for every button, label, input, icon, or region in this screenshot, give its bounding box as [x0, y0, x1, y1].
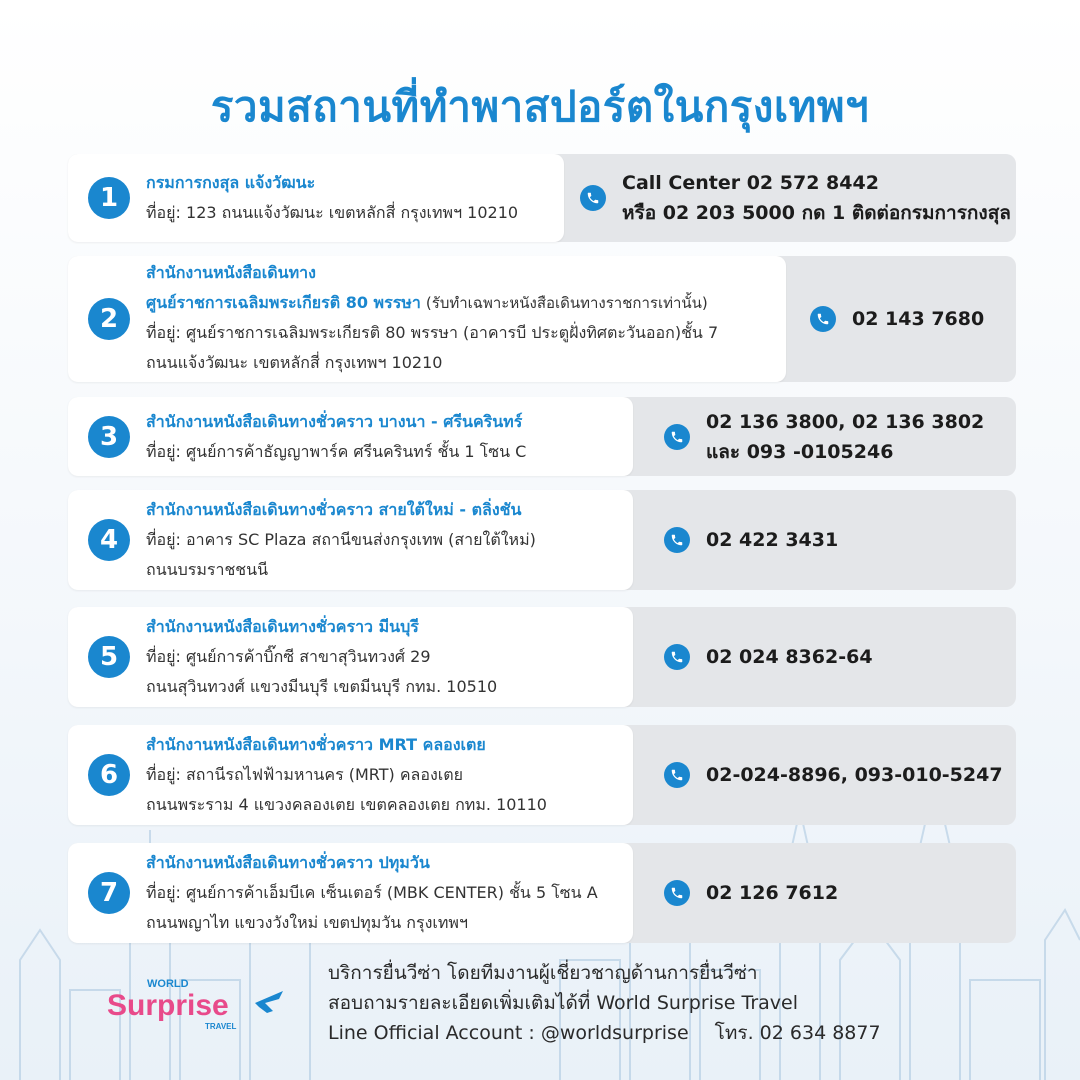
info-panel [68, 843, 633, 943]
location-title: สำนักงานหนังสือเดินทางชั่วคราว MRT คลองเตย [146, 735, 486, 754]
footer-line-2: สอบถามรายละเอียดเพิ่มเติมได้ที่ World Surprise Travel [328, 992, 799, 1014]
location-card-2 [68, 256, 1016, 382]
phone-number: 02 422 3431 [706, 529, 839, 551]
phone-contact[interactable] [664, 878, 838, 908]
line-official-account[interactable]: Line Official Account : @worldsurprise [328, 1022, 689, 1044]
info-panel [68, 154, 564, 242]
location-note: (รับทำเฉพาะหนังสือเดินทางราชการเท่านั้น) [425, 294, 708, 312]
location-address: ที่อยู่: อาคาร SC Plaza สถานีขนส่งกรุงเทพ (สายใต้ใหม่) [146, 530, 536, 549]
number-badge: 5 [88, 636, 130, 678]
location-title: สำนักงานหนังสือเดินทางชั่วคราว สายใต้ใหม่ - ตลิ่งชัน [146, 500, 522, 519]
phone-icon [580, 185, 606, 211]
location-title: สำนักงานหนังสือเดินทางชั่วคราว บางนา - ศรีนครินทร์ [146, 412, 523, 431]
phone-number: 02 143 7680 [852, 308, 985, 330]
info-panel [68, 397, 633, 476]
location-card-5 [68, 607, 1016, 707]
logo-world-text: WORLD [147, 978, 189, 990]
number-badge: 3 [88, 416, 130, 458]
footer-phone[interactable]: โทร. 02 634 8877 [714, 1022, 881, 1044]
logo-main-text: Surprise [107, 989, 229, 1022]
number-badge: 7 [88, 872, 130, 914]
number-badge: 2 [88, 298, 130, 340]
page-title: รวมสถานที่ทำพาสปอร์ตในกรุงเทพฯ [210, 82, 870, 131]
info-panel [68, 725, 633, 825]
location-address: ที่อยู่: ศูนย์การค้าธัญญาพาร์ค ศรีนครินทร์ ชั้น 1 โซน C [146, 442, 527, 461]
location-card-1 [68, 154, 1016, 242]
location-title: กรมการกงสุล แจ้งวัฒนะ [146, 173, 316, 192]
location-card-6 [68, 725, 1016, 825]
phone-contact[interactable] [810, 304, 984, 334]
location-title: สำนักงานหนังสือเดินทางชั่วคราว มีนบุรี [146, 617, 419, 636]
info-panel [68, 490, 633, 590]
phone-icon [810, 306, 836, 332]
phone-contact[interactable] [664, 642, 873, 672]
phone-contact[interactable] [580, 168, 1011, 228]
logo-travel-text: TRAVEL [205, 1022, 237, 1031]
location-card-3 [68, 397, 1016, 476]
location-address: ที่อยู่: สถานีรถไฟฟ้ามหานคร (MRT) คลองเตย [146, 765, 464, 784]
phone-icon [664, 424, 690, 450]
phone-contact[interactable] [664, 407, 984, 467]
airplane-icon [255, 991, 283, 1013]
location-title: สำนักงานหนังสือเดินทางชั่วคราว ปทุมวัน [146, 853, 430, 872]
phone-number: Call Center 02 572 8442 [622, 172, 879, 194]
location-address: ที่อยู่: 123 ถนนแจ้งวัฒนะ เขตหลักสี่ กรุงเทพฯ 10210 [146, 203, 519, 222]
footer-info [328, 958, 881, 1048]
phone-number: 02-024-8896, 093-010-5247 [706, 764, 1003, 786]
number-badge: 4 [88, 519, 130, 561]
location-address: ถนนสุวินทวงศ์ แขวงมีนบุรี เขตมีนบุรี กทม. 10510 [146, 677, 498, 696]
location-address: ถนนบรมราชชนนี [146, 560, 269, 579]
phone-number: 02 024 8362-64 [706, 646, 873, 668]
phone-contact[interactable] [664, 760, 1003, 790]
world-surprise-logo [105, 975, 285, 1035]
phone-icon [664, 644, 690, 670]
phone-icon [664, 527, 690, 553]
footer-line-1: บริการยื่นวีซ่า โดยทีมงานผู้เชี่ยวชาญด้านการยื่นวีซ่า [328, 962, 758, 984]
phone-number: และ 093 -0105246 [706, 440, 894, 463]
number-badge: 1 [88, 177, 130, 219]
location-address: ถนนพระราม 4 แขวงคลองเตย เขตคลองเตย กทม. 10110 [146, 795, 547, 814]
location-card-7 [68, 843, 1016, 943]
phone-icon [664, 762, 690, 788]
phone-number: 02 136 3800, 02 136 3802 [706, 410, 985, 433]
info-panel [68, 256, 786, 382]
info-panel [68, 607, 633, 707]
location-address: ถนนแจ้งวัฒนะ เขตหลักสี่ กรุงเทพฯ 10210 [146, 353, 443, 372]
location-title: สำนักงานหนังสือเดินทาง [146, 263, 316, 282]
location-address: ที่อยู่: ศูนย์การค้าเอ็มบีเค เซ็นเตอร์ (MBK CENTER) ชั้น 5 โซน A [146, 883, 598, 902]
phone-number: 02 126 7612 [706, 882, 839, 904]
phone-contact[interactable] [664, 525, 838, 555]
number-badge: 6 [88, 754, 130, 796]
phone-number: หรือ 02 203 5000 กด 1 ติดต่อกรมการกงสุล [622, 202, 1011, 224]
location-address: ที่อยู่: ศูนย์การค้าบิ๊กซี สาขาสุวินทวงศ์ 29 [146, 647, 431, 666]
location-address: ถนนพญาไท แขวงวังใหม่ เขตปทุมวัน กรุงเทพฯ [146, 913, 468, 932]
location-address: ที่อยู่: ศูนย์ราชการเฉลิมพระเกียรติ 80 พรรษา (อาคารบี ประตูฝั่งทิศตะวันออก)ชั้น 7 [146, 323, 719, 342]
location-card-4 [68, 490, 1016, 590]
location-subtitle: ศูนย์ราชการเฉลิมพระเกียรติ 80 พรรษา [146, 293, 421, 312]
phone-icon [664, 880, 690, 906]
